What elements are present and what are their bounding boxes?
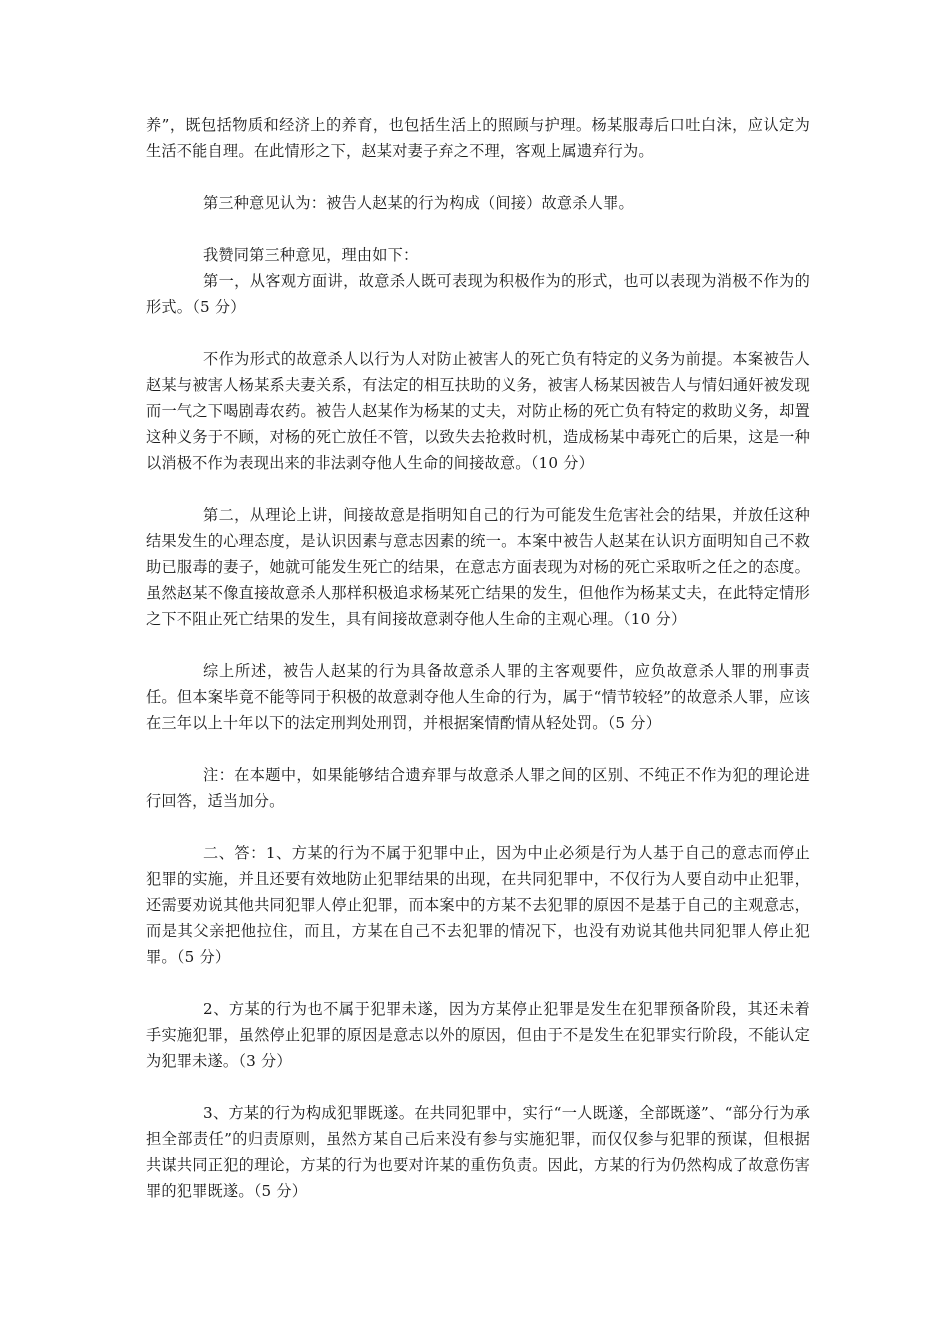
paragraph-point-one: 第一，从客观方面讲，故意杀人既可表现为积极作为的形式，也可以表现为消极不作为的形式。（5 分）	[146, 272, 810, 316]
paragraph-note: 注：在本题中，如果能够结合遗弃罪与故意杀人罪之间的区别、不纯正不作为犯的理论进行回答，适当加分。	[146, 766, 810, 810]
paragraph-point-two: 第二，从理论上讲，间接故意是指明知自己的行为可能发生危害社会的结果，并放任这种结果发生的心理态度，是认识因素与意志因素的统一。本案中被告人赵某在认识方面明知自己不救助已服毒的妻子，她就可能发生死亡的结果，在意志方面表现为对杨的死亡采取听之任之的态度。虽然赵某不像直接故意杀人那样积极追求杨某死亡结果的发生，但他作为杨某丈夫，在此特定情形之下不阻止死亡结果的发生，具有间接故意剥夺他人生命的主观心理。（10 分）	[146, 506, 810, 628]
paragraph-agree: 我赞同第三种意见，理由如下：	[203, 246, 419, 264]
paragraph-third-opinion: 第三种意见认为：被告人赵某的行为构成（间接）故意杀人罪。	[203, 194, 634, 212]
paragraph-continuation: 养”，既包括物质和经济上的养育，也包括生活上的照顾与护理。杨某服毒后口吐白沫，应认定为生活不能自理。在此情形之下，赵某对妻子弃之不理，客观上属遗弃行为。	[146, 116, 810, 160]
paragraph-answer-two-1: 二、答：1、方某的行为不属于犯罪中止，因为中止必须是行为人基于自己的意志而停止犯罪的实施，并且还要有效地防止犯罪结果的出现，在共同犯罪中，不仅行为人要自动中止犯罪，还需要劝说其他共同犯罪人停止犯罪，而本案中的方某不去犯罪的原因不是基于自己的主观意志，而是其父亲把他拉住，而且，方某在自己不去犯罪的情况下，也没有劝说其他共同犯罪人停止犯罪。（5 分）	[146, 844, 810, 966]
paragraph-omission: 不作为形式的故意杀人以行为人对防止被害人的死亡负有特定的义务为前提。本案被告人赵某与被害人杨某系夫妻关系，有法定的相互扶助的义务，被害人杨某因被告人与情妇通奸被发现而一气之下喝剧毒农药。被告人赵某作为杨某的丈夫，对防止杨的死亡负有特定的救助义务，却置这种义务于不顾，对杨的死亡放任不管，以致失去抢救时机，造成杨某中毒死亡的后果，这是一种以消极不作为表现出来的非法剥夺他人生命的间接故意。（10 分）	[146, 350, 810, 472]
paragraph-summary: 综上所述，被告人赵某的行为具备故意杀人罪的主客观要件，应负故意杀人罪的刑事责任。但本案毕竟不能等同于积极的故意剥夺他人生命的行为，属于“情节较轻”的故意杀人罪，应该在三年以上十年以下的法定刑判处刑罚，并根据案情酌情从轻处罚。（5 分）	[146, 662, 810, 732]
paragraph-answer-two-2: 2、方某的行为也不属于犯罪未遂，因为方某停止犯罪是发生在犯罪预备阶段，其还未着手实施犯罪，虽然停止犯罪的原因是意志以外的原因，但由于不是发生在犯罪实行阶段，不能认定为犯罪未遂。（3 分）	[146, 1000, 810, 1070]
document-page	[146, 112, 810, 1204]
paragraph-answer-two-3: 3、方某的行为构成犯罪既遂。在共同犯罪中，实行“一人既遂，全部既遂”、“部分行为承担全部责任”的归责原则，虽然方某自己后来没有参与实施犯罪，而仅仅参与犯罪的预谋，但根据共谋共同正犯的理论，方某的行为也要对许某的重伤负责。因此，方某的行为仍然构成了故意伤害罪的犯罪既遂。（5 分）	[146, 1104, 810, 1200]
